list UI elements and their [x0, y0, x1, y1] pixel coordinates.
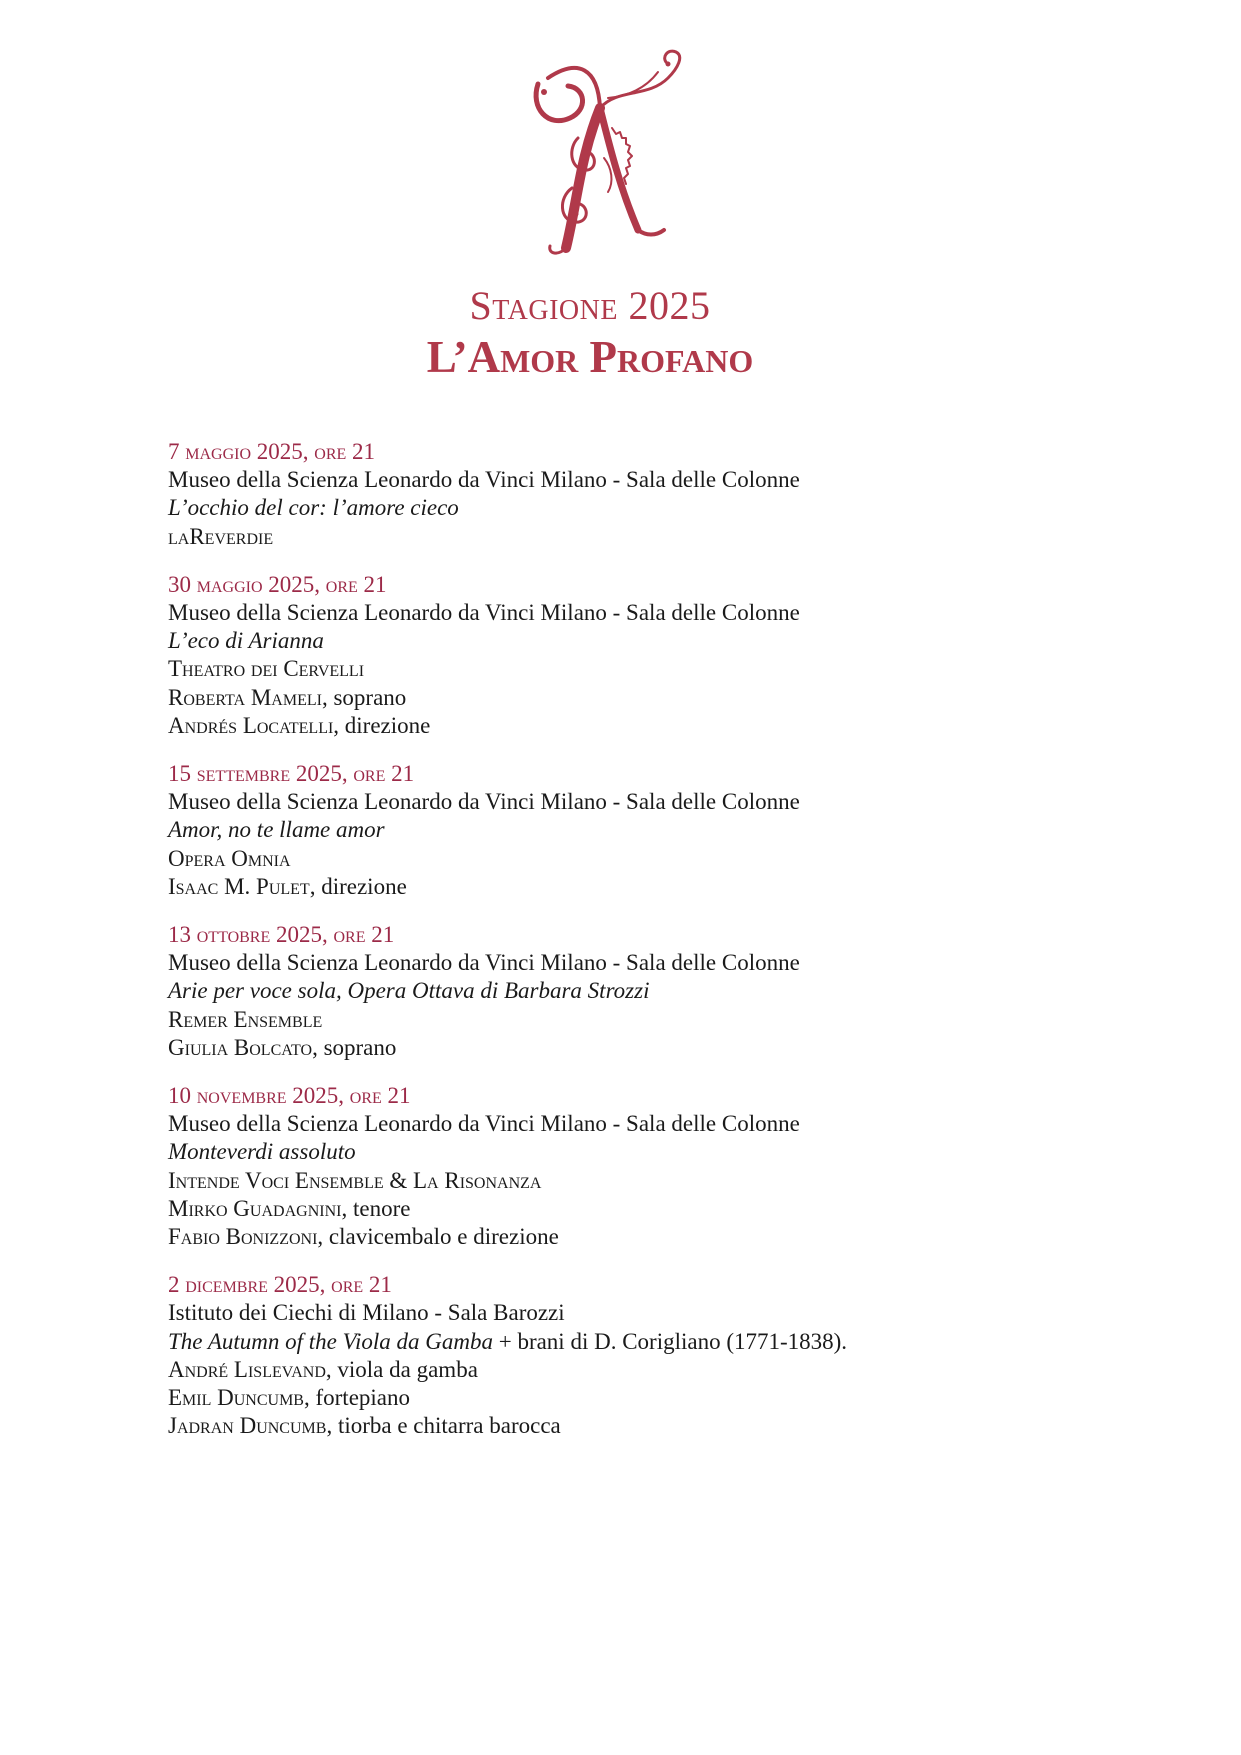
event-work: Arie per voce sola, Opera Ottava di Barbara Strozzi — [168, 978, 650, 1004]
event-item — [168, 1271, 1128, 1440]
event-performer — [168, 1412, 1128, 1440]
event-venue: Museo della Scienza Leonardo da Vinci Milano - Sala delle Colonne — [168, 950, 800, 976]
performer-name: Giulia Bolcato — [168, 1034, 313, 1060]
event-performer — [168, 684, 1128, 712]
performer-role: , soprano — [312, 1034, 397, 1060]
performer-name: Jadran Duncumb — [168, 1413, 327, 1439]
event-item — [168, 1082, 1128, 1251]
performer-role: , soprano — [321, 684, 407, 710]
illuminated-letter-a-icon — [508, 48, 688, 260]
performer-name: Fabio Bonizzoni — [168, 1224, 318, 1250]
event-venue: Museo della Scienza Leonardo da Vinci Milano - Sala delle Colonne — [168, 1111, 800, 1137]
event-work: The Autumn of the Viola da Gamba — [168, 1328, 493, 1354]
performer-name: André Lislevand — [168, 1356, 326, 1382]
performer-role: , clavicembalo e direzione — [317, 1224, 559, 1250]
event-list — [168, 438, 1128, 1461]
performer-role: , tenore — [341, 1195, 411, 1221]
event-work: Amor, no te llame amor — [168, 817, 385, 843]
season-title: L’Amor Profano — [426, 332, 754, 382]
event-performer — [168, 1195, 1128, 1223]
performer-role: , viola da gamba — [325, 1356, 478, 1382]
performer-name: Isaac M. Pulet — [168, 873, 310, 899]
event-venue: Museo della Scienza Leonardo da Vinci Milano - Sala delle Colonne — [168, 789, 800, 815]
event-item — [168, 921, 1128, 1062]
event-ensemble: Theatro dei Cervelli — [168, 656, 365, 682]
event-venue: Museo della Scienza Leonardo da Vinci Milano - Sala delle Colonne — [168, 600, 800, 626]
event-ensemble: Opera Omnia — [168, 845, 291, 871]
performer-role: , tiorba e chitarra barocca — [326, 1413, 561, 1439]
event-performer — [168, 873, 1128, 901]
performer-role: , fortepiano — [303, 1385, 410, 1411]
event-date: 10 novembre 2025, ore 21 — [168, 1083, 411, 1109]
event-date: 30 maggio 2025, ore 21 — [168, 571, 387, 597]
event-work: Monteverdi assoluto — [168, 1139, 356, 1165]
performer-name: Roberta Mameli — [168, 684, 322, 710]
event-performer — [168, 1356, 1128, 1384]
season-heading: Stagione 2025 — [469, 283, 711, 328]
event-date: 15 settembre 2025, ore 21 — [168, 761, 415, 787]
event-date: 2 dicembre 2025, ore 21 — [168, 1272, 392, 1298]
event-work: L’occhio del cor: l’amore cieco — [168, 495, 459, 521]
event-performer — [168, 712, 1128, 740]
event-ensemble: Remer Ensemble — [168, 1006, 323, 1032]
performer-name: Emil Duncumb — [168, 1385, 304, 1411]
event-performer — [168, 1034, 1128, 1062]
event-item — [168, 571, 1128, 740]
performer-role: , direzione — [333, 712, 431, 738]
event-date: 13 ottobre 2025, ore 21 — [168, 922, 395, 948]
event-ensemble: Intende Voci Ensemble & La Risonanza — [168, 1167, 542, 1193]
performer-name: Mirko Guadagnini — [168, 1195, 342, 1221]
performer-role: , direzione — [309, 873, 407, 899]
event-venue: Istituto dei Ciechi di Milano - Sala Barozzi — [168, 1300, 565, 1326]
event-venue: Museo della Scienza Leonardo da Vinci Milano - Sala delle Colonne — [168, 467, 800, 493]
event-work-suffix: + brani di D. Corigliano (1771-1838). — [492, 1328, 848, 1354]
event-program — [168, 1328, 1128, 1356]
event-item — [168, 760, 1128, 901]
event-performer — [168, 1384, 1128, 1412]
performer-name: Andrés Locatelli — [168, 712, 334, 738]
event-date: 7 maggio 2025, ore 21 — [168, 439, 376, 464]
event-performer — [168, 1223, 1128, 1251]
event-work: L’eco di Arianna — [168, 628, 324, 654]
event-item — [168, 438, 1128, 551]
event-ensemble: laReverdie — [168, 523, 274, 549]
